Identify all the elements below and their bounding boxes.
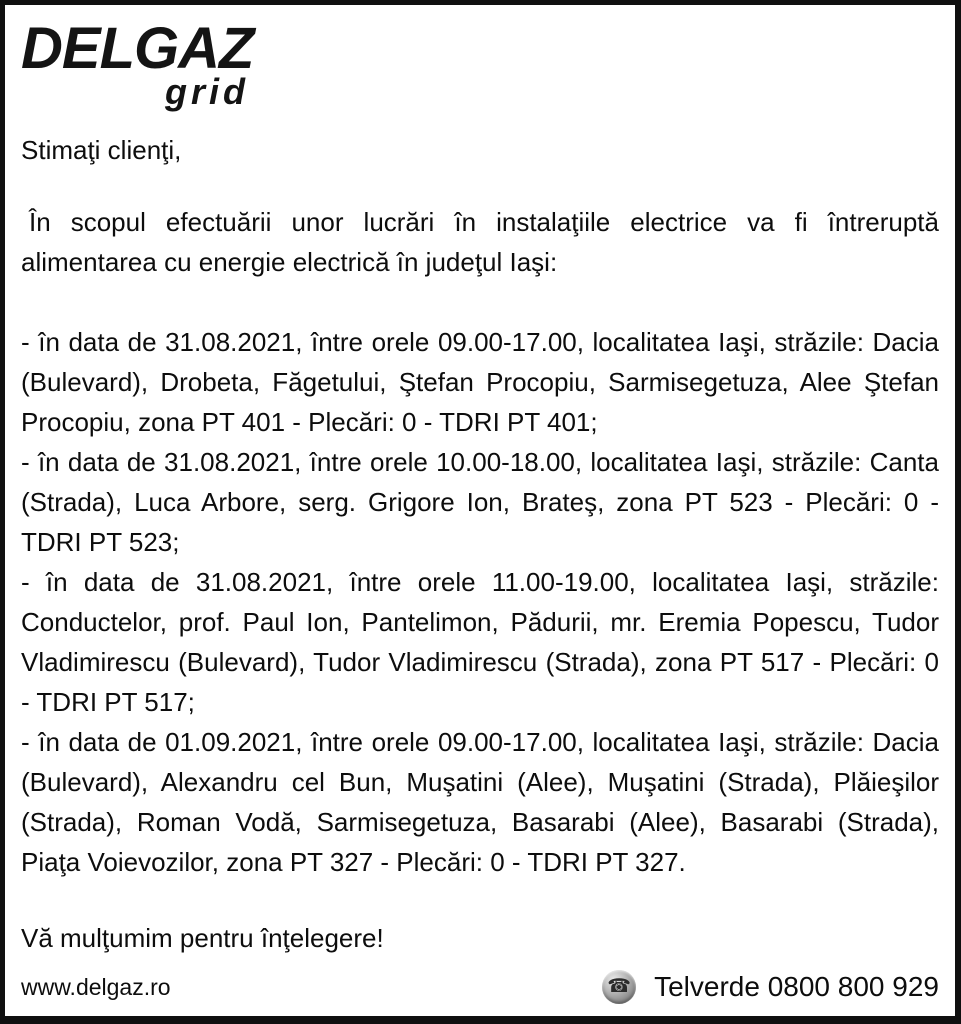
phone-number-label: Telverde 0800 800 929: [654, 971, 939, 1002]
website-url: www.delgaz.ro: [21, 974, 171, 1000]
outage-list: [21, 322, 939, 882]
logo-brand-name: DELGAZ: [21, 16, 254, 81]
intro-paragraph: În scopul efectuării unor lucrări în instalaţiile electrice va fi întreruptă alimentarea cu energie electrică în judeţul Iaşi:: [21, 206, 939, 277]
outage-item-4: - în data de 01.09.2021, între orele 09.00-17.00, localitatea Iaşi, străzile: Dacia (Bulevard), Alexandru cel Bun, Muşatini (Alee), Muşatini (Strada), Plăieşilor (Strada), Roman Vodă, Sarmisegetuza, Basarabi (Alee), Basarabi (Strada), Piaţa Voievozilor, zona PT 327 - Plecări: 0 - TDRI PT 327.: [21, 726, 939, 877]
phone-contact: [602, 970, 939, 1004]
outage-item-1: - în data de 31.08.2021, între orele 09.00-17.00, localitatea Iaşi, străzile: Dacia (Bulevard), Drobeta, Făgetului, Ştefan Procopiu, Sarmisegetuza, Alee Ştefan Procopiu, zona PT 401 - Plecări: 0 - TDRI PT 401;: [21, 326, 939, 437]
delgaz-grid-logo: [21, 16, 254, 112]
telephone-icon-glyph: ☎: [607, 975, 631, 997]
logo-brand-subname: grid: [165, 70, 249, 112]
outage-item-3: - în data de 31.08.2021, între orele 11.00-19.00, localitatea Iaşi, străzile: Conductelor, prof. Paul Ion, Pantelimon, Pădurii, mr. Eremia Popescu, Tudor Vladimirescu (Bulevard), Tudor Vladimirescu (Strada), zona PT 517 - Plecări: 0 - TDRI PT 517;: [21, 566, 939, 717]
greeting-text: Stimaţi clienţi,: [21, 134, 182, 165]
outage-item-2: - în data de 31.08.2021, între orele 10.00-18.00, localitatea Iaşi, străzile: Canta (Strada), Luca Arbore, serg. Grigore Ion, Brateş, zona PT 523 - Plecări: 0 - TDRI PT 523;: [21, 446, 939, 557]
telephone-icon: [602, 970, 636, 1004]
thanks-message: Vă mulţumim pentru înţelegere!: [21, 922, 384, 953]
footer-bar: [21, 970, 939, 1006]
